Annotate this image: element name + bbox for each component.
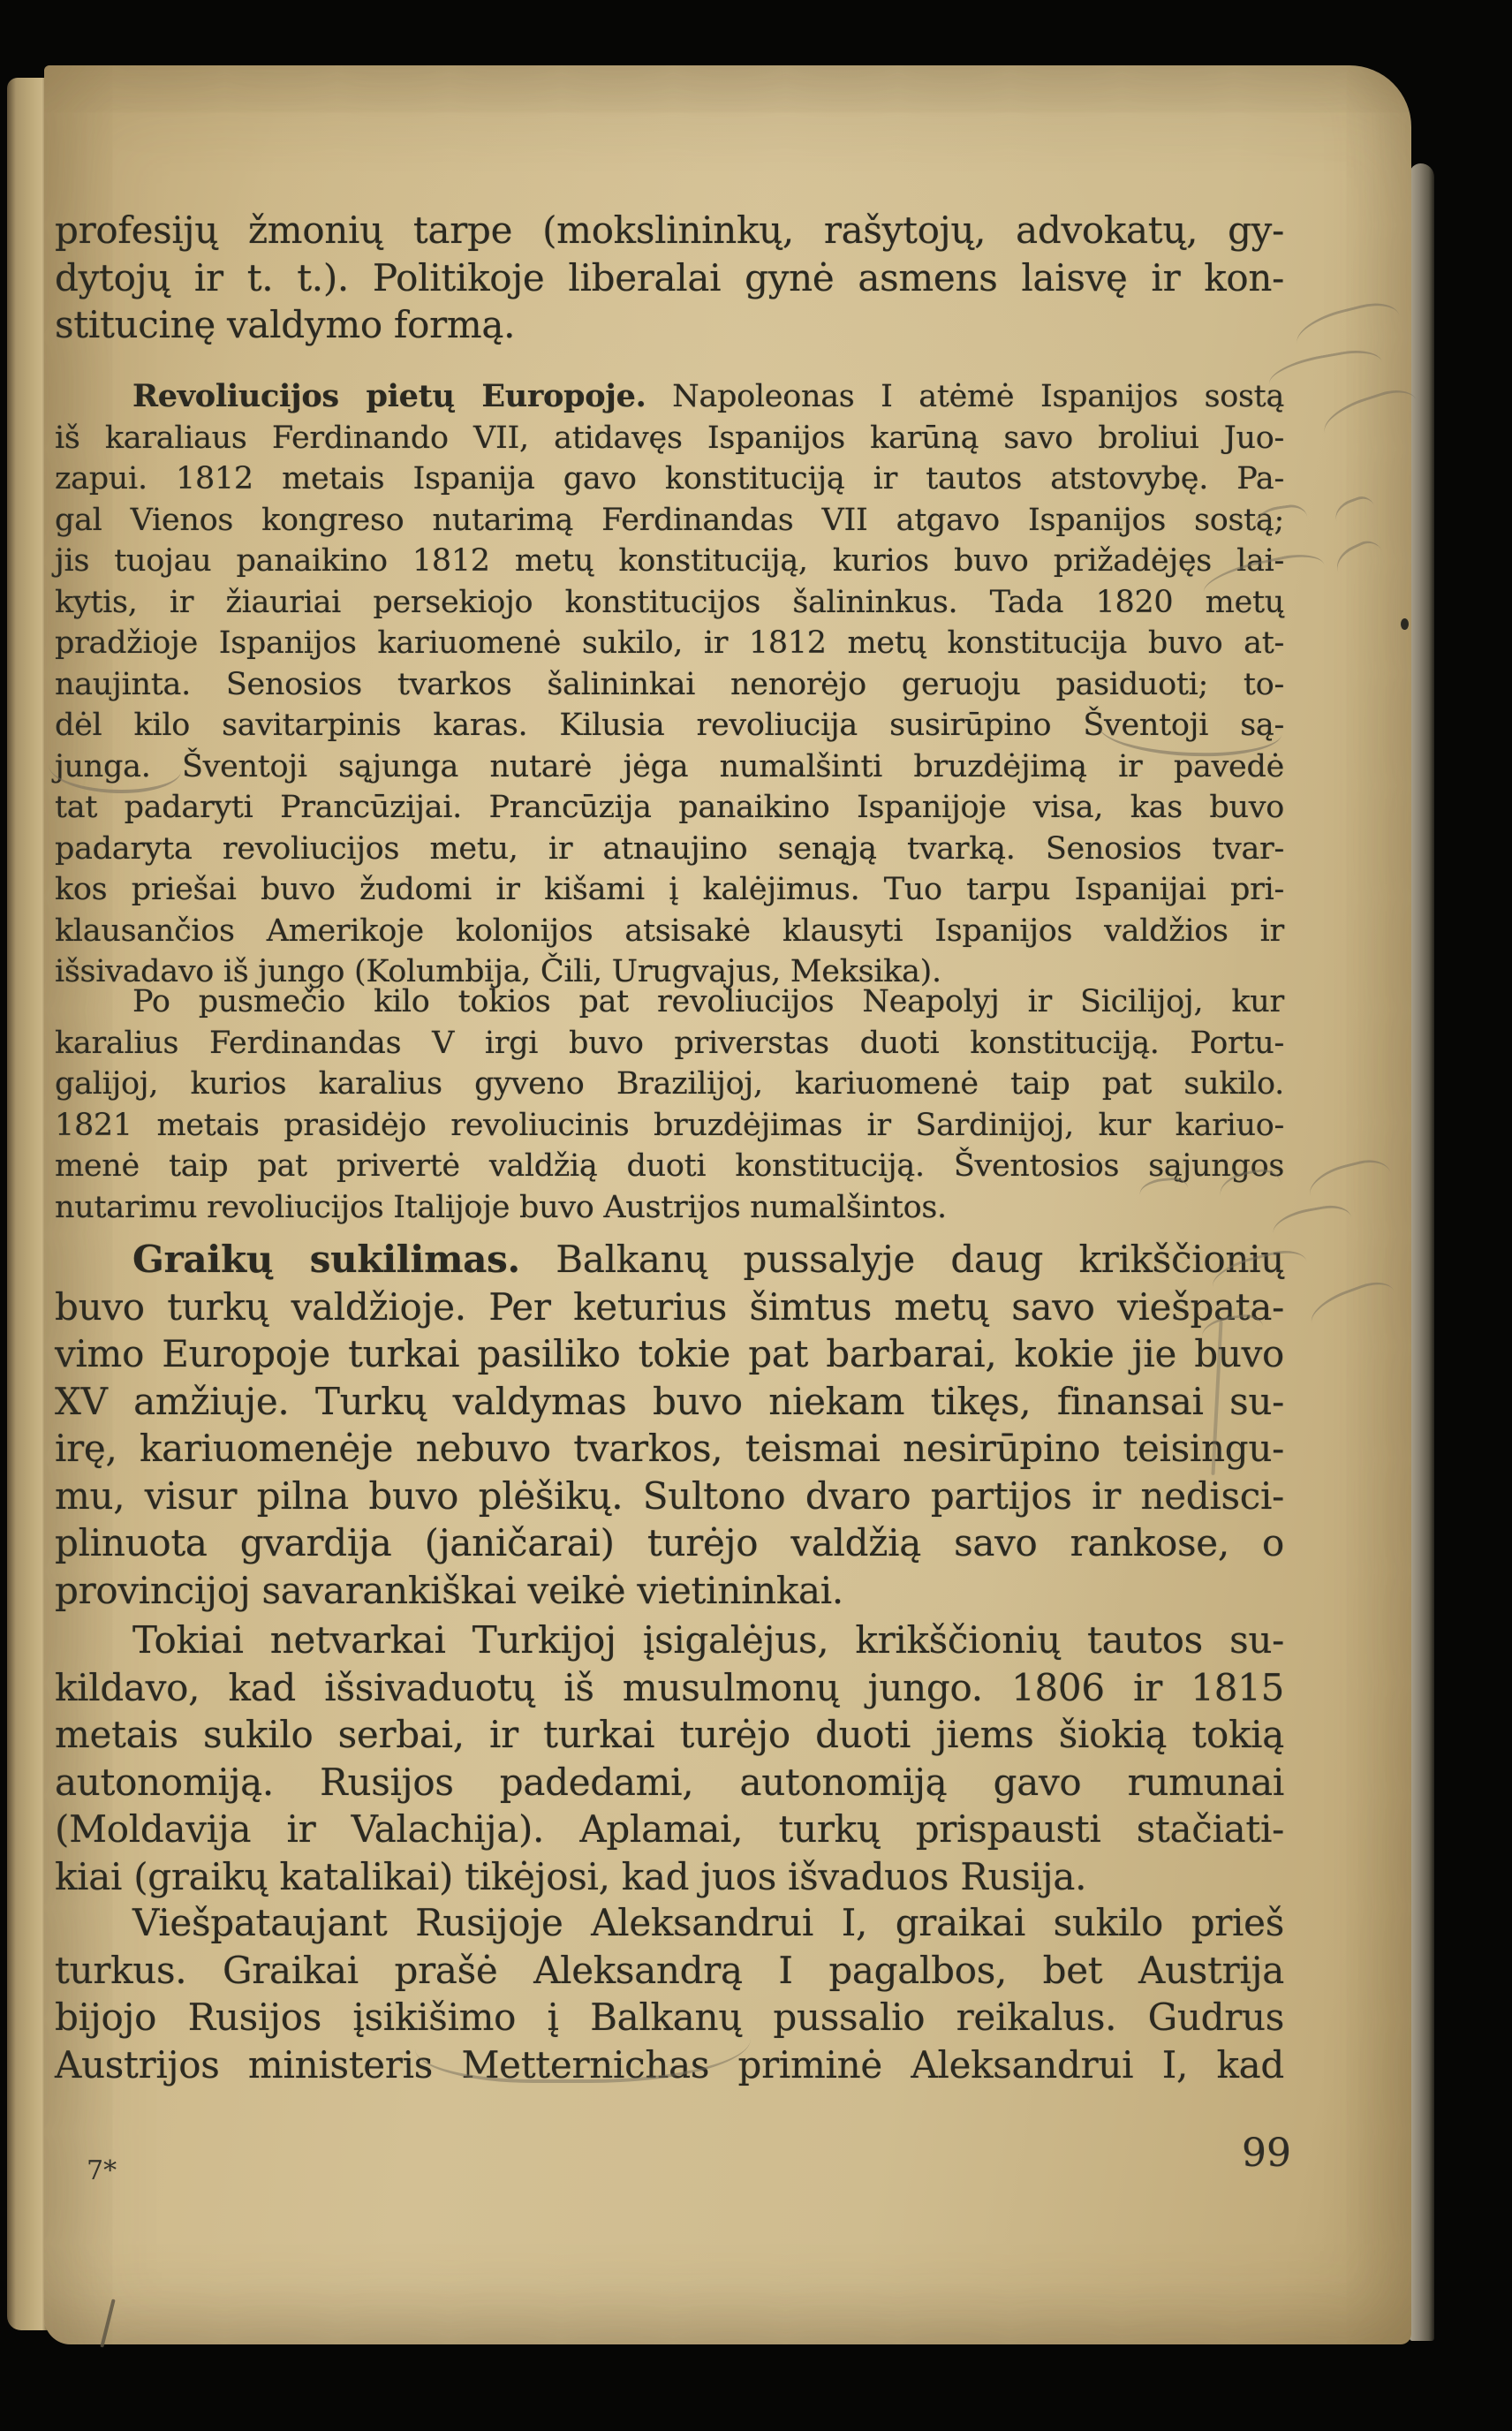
- text-line: gal Vienos kongreso nutarimą Ferdinandas VII atgavo Ispanijos sostą;: [55, 502, 1284, 538]
- text-line: Viešpataujant Rusijoje Aleksandrui I, graikai sukilo prieš: [132, 1901, 1284, 1944]
- page-edge-speck: [1401, 618, 1409, 630]
- text-line: galijoj, kurios karalius gyveno Brazilijoj, kariuomenė taip pat sukilo.: [55, 1066, 1284, 1102]
- text-line: profesijų žmonių tarpe (mokslininkų, rašytojų, advokatų, gy-: [55, 208, 1284, 252]
- text-line: mu, visur pilna buvo plėšikų. Sultono dvaro partijos ir nedisci-: [55, 1473, 1284, 1518]
- text-line: (Moldavija ir Valachija). Aplamai, turkų prispausti stačiati-: [55, 1807, 1284, 1851]
- text-line: kiai (graikų katalikai) tikėjosi, kad juos išvaduos Rusija.: [55, 1854, 1087, 1898]
- printer-signature-mark: 7*: [87, 2155, 117, 2186]
- text-line: dytojų ir t. t.). Politikoje liberalai gynė asmens laisvę ir kon-: [55, 255, 1284, 299]
- text-line: dėl kilo savitarpinis karas. Kilusia revoliucija susirūpino Šventoji są-: [55, 708, 1284, 743]
- heading-line-rest: Balkanų pussalyje daug krikščionių: [519, 1238, 1284, 1281]
- paragraph-greek-uprising: [55, 1236, 1284, 1614]
- text-line: jis tuojau panaikino 1812 metų konstituciją, kurios buvo prižadėjęs lai-: [55, 543, 1284, 579]
- text-line: karalius Ferdinandas V irgi buvo priverstas duoti konstituciją. Portu-: [55, 1025, 1284, 1061]
- text-line: kildavo, kad išsivaduotų iš musulmonų jungo. 1806 ir 1815: [55, 1665, 1284, 1709]
- heading-line-rest: Napoleonas I atėmė Ispanijos sostą: [646, 379, 1285, 414]
- text-line: pradžioje Ispanijos kariuomenė sukilo, ir 1812 metų konstitucija buvo at-: [55, 625, 1284, 661]
- text-line: provincijoj savarankiškai veikė vietininkai.: [55, 1568, 843, 1612]
- text-line: Tokiai netvarkai Turkijoj įsigalėjus, krikščionių tautos su-: [132, 1618, 1284, 1662]
- paragraph-turkish-disorder: [55, 1617, 1284, 1900]
- text-line: naujinta. Senosios tvarkos šalininkai nenorėjo geruoju pasiduoti; to-: [55, 666, 1284, 702]
- section-heading: Revoliucijos pietų Europoje.: [132, 378, 646, 414]
- paragraph-half-year-revolutions: [55, 981, 1284, 1228]
- text-line: stitucinę valdymo formą.: [55, 303, 516, 346]
- text-line: bijojo Rusijos įsikišimo į Balkanų pussalio reikalus. Gudrus: [55, 1996, 1284, 2039]
- paragraph-revolutions-south-europe: [55, 376, 1284, 993]
- text-line: turkus. Graikai prašė Aleksandrą I pagalbos, bet Austrija: [55, 1948, 1284, 1992]
- text-line: metais sukilo serbai, ir turkai turėjo duoti jiems šiokią tokią: [55, 1713, 1284, 1756]
- text-line: tat padaryti Prancūzijai. Prancūzija panaikino Ispanijoje visa, kas buvo: [55, 790, 1284, 825]
- book-page-stack-left-edge: [7, 78, 48, 2330]
- text-line: padaryta revoliucijos metu, ir atnaujino senąją tvarką. Senosios tvar-: [55, 830, 1284, 867]
- section-heading: Graikų sukilimas.: [132, 1238, 520, 1281]
- text-line: nutarimu revoliucijos Italijoje buvo Austrijos numalšintos.: [55, 1189, 947, 1225]
- text-line: išsivadavo iš jungo (Kolumbija, Čili, Urugvajus, Meksika).: [55, 954, 941, 989]
- text-line: zapui. 1812 metais Ispanija gavo konstituciją ir tautos atstovybę. Pa-: [55, 461, 1284, 496]
- text-line: kos priešai buvo žudomi ir kišami į kalėjimus. Tuo tarpu Ispanijai pri-: [55, 872, 1284, 907]
- book-page-stack-right-edge: [1410, 163, 1434, 2341]
- text-line: vimo Europoje turkai pasiliko tokie pat barbarai, kokie jie buvo: [55, 1332, 1284, 1375]
- page-number: 99: [1242, 2131, 1291, 2176]
- text-line: menė taip pat privertė valdžią duoti konstituciją. Šventosios sąjungos: [55, 1148, 1284, 1184]
- paragraph-intro-continuation: [55, 207, 1284, 349]
- text-line: XV amžiuje. Turkų valdymas buvo niekam tikęs, finansai su-: [55, 1379, 1284, 1423]
- text-line: klausančios Amerikoje kolonijos atsisakė klausyti Ispanijos valdžios ir: [55, 913, 1284, 949]
- text-line: Po pusmečio kilo tokios pat revoliucijos Neapolyj ir Sicilijoj, kur: [132, 984, 1284, 1019]
- text-line: kytis, ir žiauriai persekiojo konstitucijos šalininkus. Tada 1820 metų: [55, 584, 1284, 620]
- text-line: [55, 1236, 1284, 1284]
- text-line: buvo turkų valdžioje. Per keturius šimtus metų savo viešpata-: [55, 1284, 1284, 1329]
- text-line: plinuota gvardija (janičarai) turėjo valdžią savo rankose, o: [55, 1521, 1284, 1564]
- scanned-book-page: [44, 65, 1411, 2344]
- text-line: iš karaliaus Ferdinando VII, atidavęs Ispanijos karūną savo broliui Juo-: [55, 420, 1284, 456]
- text-line: [55, 376, 1284, 418]
- text-line: junga. Šventoji sąjunga nutarė jėga numalšinti bruzdėjimą ir pavedė: [55, 748, 1284, 784]
- text-line: autonomiją. Rusijos padedami, autonomiją gavo rumunai: [55, 1760, 1284, 1804]
- text-line: Austrijos ministeris Metternichas priminė Aleksandrui I, kad: [55, 2042, 1284, 2086]
- text-line: irę, kariuomenėje nebuvo tvarkos, teismai nesirūpino teisingu-: [55, 1427, 1284, 1470]
- text-line: 1821 metais prasidėjo revoliucinis bruzdėjimas ir Sardinijoj, kur kariuo-: [55, 1107, 1284, 1143]
